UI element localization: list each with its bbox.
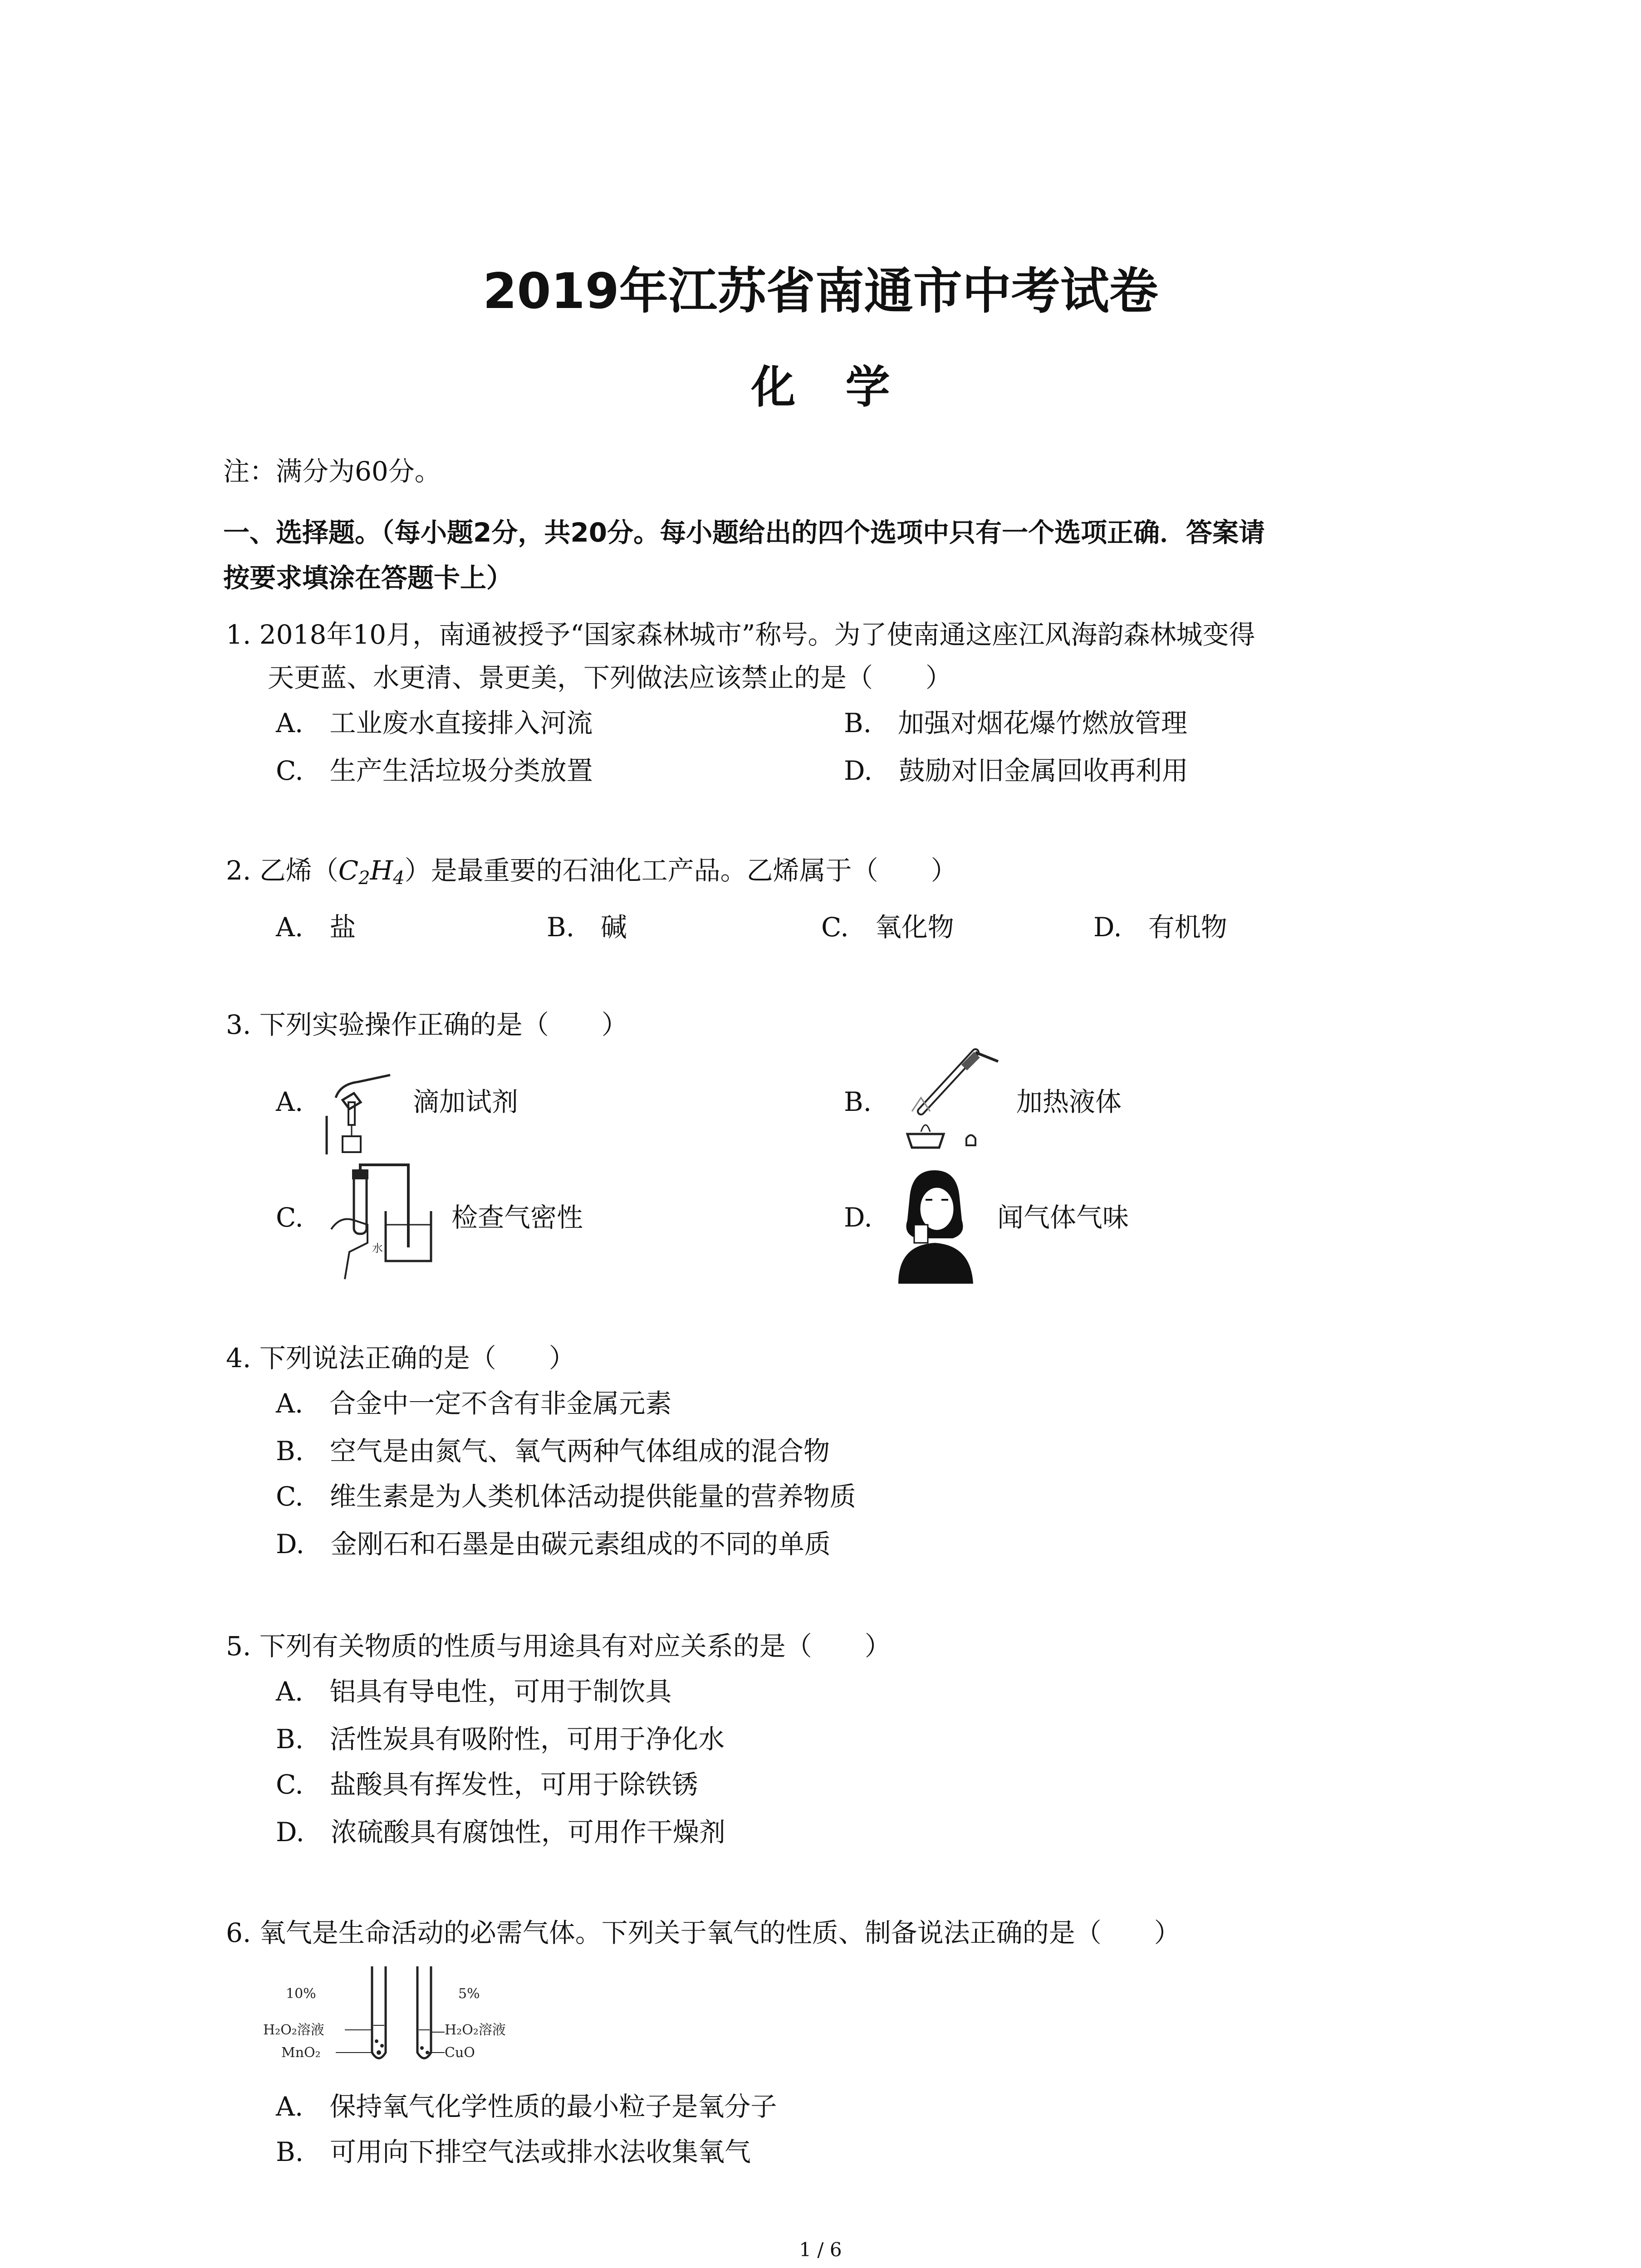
q2-stem-before: 2. 乙烯（ — [226, 855, 338, 886]
q2-option-c: C. 氧化物 — [821, 912, 954, 943]
q5-option-c: C. 盐酸具有挥发性，可用于除铁锈 — [276, 1769, 698, 1800]
subject-title: 化学 — [751, 362, 940, 413]
q1-option-c: C. 生产生活垃圾分类放置 — [276, 755, 593, 786]
q3-option-c-letter: C. — [276, 1202, 304, 1233]
q3-option-a-label: 滴加试剂 — [413, 1086, 519, 1117]
q1-option-d: D. 鼓励对旧金属回收再利用 — [844, 755, 1188, 786]
q4-option-a: A. 合金中一定不含有非金属元素 — [276, 1388, 672, 1419]
q3-option-a-letter: A. — [276, 1086, 304, 1117]
left-tube-catalyst: MnO₂ — [281, 2045, 321, 2061]
left-tube-solution: H₂O₂溶液 — [263, 2022, 324, 2038]
q2-option-b: B. 碱 — [547, 912, 627, 943]
dropper-figure — [318, 1057, 408, 1157]
q2-formula-h: H — [370, 855, 393, 886]
right-tube-solution: H₂O₂溶液 — [445, 2022, 506, 2038]
q1-stem-line1: 1. 2018年10月，南通被授予“国家森林城市”称号。为了使南通这座江风海韵森林城变得 — [226, 619, 1255, 650]
section-heading-line1: 一、选择题。（每小题2分，共20分。每小题给出的四个选项中只有一个选项正确．答案请 — [223, 517, 1265, 548]
peroxide-test-tubes-figure — [263, 1962, 554, 2071]
q6-option-a: A. 保持氧气化学性质的最小粒子是氧分子 — [276, 2091, 777, 2122]
page-number: 1 / 6 — [799, 2239, 842, 2261]
q1-stem-line2: 天更蓝、水更清、景更美，下列做法应该禁止的是（ ） — [268, 662, 952, 693]
q1-option-b: B. 加强对烟花爆竹燃放管理 — [844, 708, 1188, 738]
q2-option-a: A. 盐 — [276, 912, 356, 943]
q2-formula-h-sub: 4 — [393, 868, 405, 889]
left-tube-percent: 10% — [286, 1986, 316, 2002]
airtightness-check-figure — [322, 1161, 440, 1284]
section-heading-line2: 按要求填涂在答题卡上） — [223, 562, 513, 593]
smell-gas-figure — [889, 1157, 980, 1284]
q6-option-b: B. 可用向下排空气法或排水法收集氧气 — [276, 2136, 751, 2167]
right-tube-percent: 5% — [458, 1986, 480, 2002]
q2-stem — [226, 857, 957, 887]
water-label: 水 — [372, 1242, 383, 1255]
q5-option-a: A. 铝具有导电性，可用于制饮具 — [276, 1676, 672, 1707]
right-tube-catalyst: CuO — [445, 2045, 475, 2061]
q3-stem: 3. 下列实验操作正确的是（ ） — [226, 1009, 628, 1040]
heating-liquid-figure — [894, 1043, 1012, 1161]
q5-option-b: B. 活性炭具有吸附性，可用于净化水 — [276, 1724, 725, 1755]
q4-option-d: D. 金刚石和石墨是由碳元素组成的不同的单质 — [276, 1529, 831, 1559]
exam-title: 2019年江苏省南通市中考试卷 — [483, 263, 1158, 320]
q4-option-b: B. 空气是由氮气、氧气两种气体组成的混合物 — [276, 1436, 830, 1466]
q3-option-c-label: 检查气密性 — [451, 1202, 583, 1233]
q1-option-a: A. 工业废水直接排入河流 — [276, 708, 593, 738]
q4-option-c: C. 维生素是为人类机体活动提供能量的营养物质 — [276, 1481, 856, 1512]
q5-stem: 5. 下列有关物质的性质与用途具有对应关系的是（ ） — [226, 1631, 891, 1662]
score-note: 注：满分为60分。 — [223, 456, 441, 487]
q2-formula-c: C — [338, 855, 359, 886]
q2-stem-after: ）是最重要的石油化工产品。乙烯属于（ ） — [404, 855, 957, 886]
q2-option-d: D. 有机物 — [1093, 912, 1227, 943]
q5-option-d: D. 浓硫酸具有腐蚀性，可用作干燥剂 — [276, 1817, 725, 1848]
q3-option-b-label: 加热液体 — [1016, 1086, 1122, 1117]
q4-stem: 4. 下列说法正确的是（ ） — [226, 1343, 575, 1374]
q3-option-b-letter: B. — [844, 1086, 872, 1117]
q2-formula-c-sub: 2 — [358, 868, 370, 889]
q6-stem: 6. 氧气是生命活动的必需气体。下列关于氧气的性质、制备说法正确的是（ ） — [226, 1917, 1181, 1948]
q3-option-d-label: 闻气体气味 — [997, 1202, 1129, 1233]
q3-option-d-letter: D. — [844, 1202, 872, 1233]
